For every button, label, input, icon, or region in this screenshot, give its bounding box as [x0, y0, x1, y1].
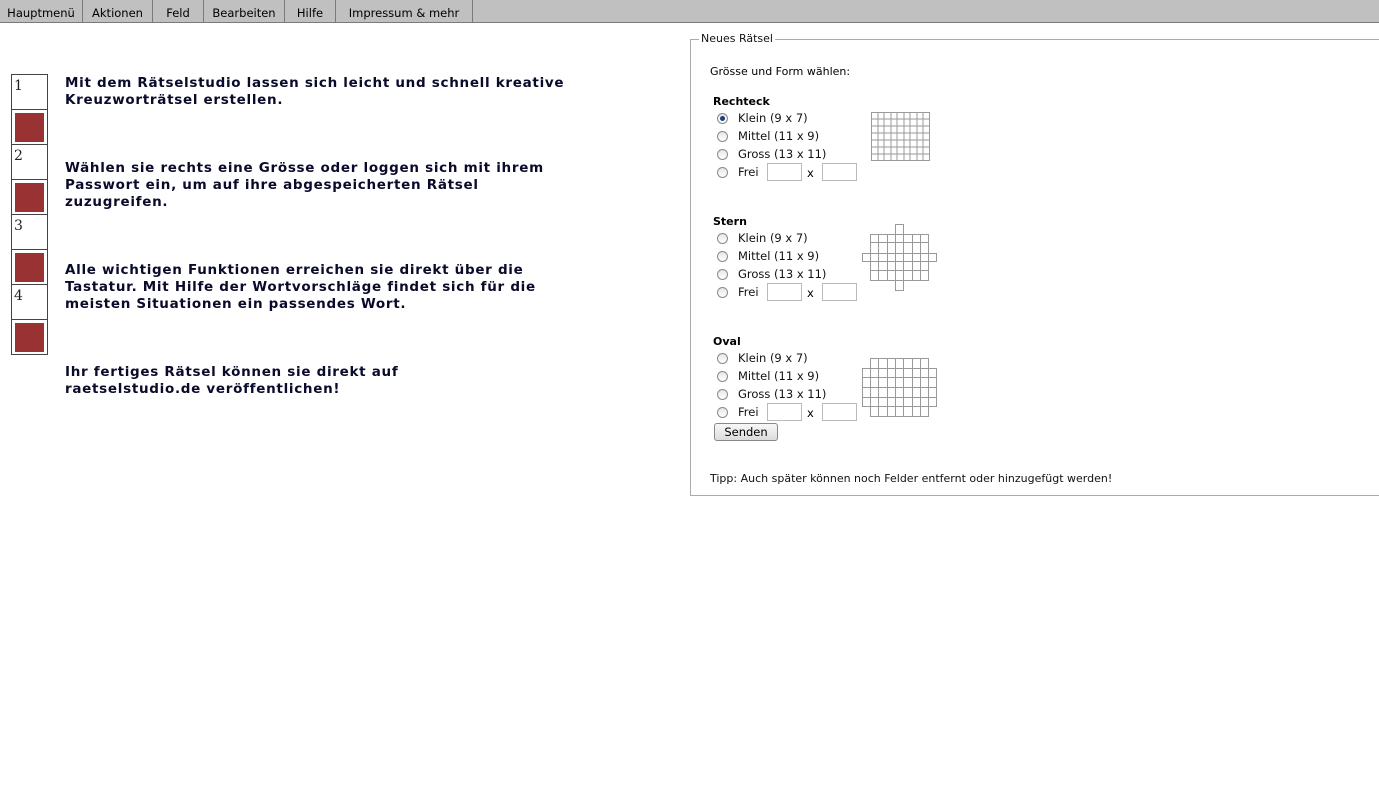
radio-button[interactable]: [717, 167, 728, 178]
step-column: [11, 74, 48, 355]
radio-button[interactable]: [717, 353, 728, 364]
blocked-cell: [11, 319, 48, 355]
radio-button[interactable]: [717, 269, 728, 280]
radio-button[interactable]: [717, 113, 728, 124]
times-symbol: x: [807, 166, 814, 180]
radio-button[interactable]: [717, 131, 728, 142]
blocked-cell: [11, 179, 48, 215]
fieldset-legend: Neues Rätsel: [701, 32, 773, 45]
rechteck-height-input[interactable]: [822, 163, 857, 181]
rechteck-width-input[interactable]: [767, 163, 802, 181]
menu-hilfe[interactable]: Hilfe: [285, 0, 336, 22]
step-number: 4: [14, 288, 23, 304]
menubar: [0, 0, 1379, 23]
intro-paragraph-1: Mit dem Rätselstudio lassen sich leicht und schnell kreative Kreuzworträtsel erstellen.: [65, 75, 565, 108]
radio-button[interactable]: [717, 371, 728, 382]
option-rechteck-gross[interactable]: Gross (13 x 11): [717, 146, 826, 162]
section-title-rechteck: Rechteck: [713, 95, 770, 108]
step-cell-3: [11, 214, 48, 250]
option-rechteck-klein[interactable]: Klein (9 x 7): [717, 110, 808, 126]
blocked-cell: [11, 109, 48, 145]
radio-button[interactable]: [717, 149, 728, 160]
tip-text: Tipp: Auch später können noch Felder entfernt oder hinzugefügt werden!: [710, 472, 1113, 485]
section-title-stern: Stern: [713, 215, 747, 228]
radio-button[interactable]: [717, 287, 728, 298]
times-symbol: x: [807, 406, 814, 420]
option-oval-frei[interactable]: Frei: [717, 404, 759, 420]
menu-feld[interactable]: Feld: [153, 0, 204, 22]
radio-button[interactable]: [717, 407, 728, 418]
menu-impressum[interactable]: Impressum & mehr: [336, 0, 473, 22]
menu-hauptmenue[interactable]: Hauptmenü: [0, 0, 83, 22]
step-number: 3: [14, 218, 23, 234]
intro-paragraph-2: Wählen sie rechts eine Grösse oder loggen sich mit ihrem Passwort ein, um auf ihre abgespeicherten Rätsel zuzugreifen.: [65, 160, 544, 210]
step-cell-1: [11, 74, 48, 110]
option-stern-mittel[interactable]: Mittel (11 x 9): [717, 248, 819, 264]
menu-bearbeiten[interactable]: Bearbeiten: [204, 0, 285, 22]
option-stern-gross[interactable]: Gross (13 x 11): [717, 266, 826, 282]
intro-paragraph-4: Ihr fertiges Rätsel können sie direkt auf raetselstudio.de veröffentlichen!: [65, 364, 399, 397]
option-oval-mittel[interactable]: Mittel (11 x 9): [717, 368, 819, 384]
oval-height-input[interactable]: [822, 403, 857, 421]
option-oval-gross[interactable]: Gross (13 x 11): [717, 386, 826, 402]
stern-height-input[interactable]: [822, 283, 857, 301]
option-rechteck-mittel[interactable]: Mittel (11 x 9): [717, 128, 819, 144]
oval-grid-preview-icon: [862, 358, 938, 418]
stern-width-input[interactable]: [767, 283, 802, 301]
step-number: 2: [14, 148, 23, 164]
section-title-oval: Oval: [713, 335, 741, 348]
radio-button[interactable]: [717, 389, 728, 400]
radio-button[interactable]: [717, 251, 728, 262]
rechteck-grid-preview-icon: [870, 111, 932, 163]
blocked-cell: [11, 249, 48, 285]
radio-button[interactable]: [717, 233, 728, 244]
oval-width-input[interactable]: [767, 403, 802, 421]
times-symbol: x: [807, 286, 814, 300]
option-oval-klein[interactable]: Klein (9 x 7): [717, 350, 808, 366]
option-stern-klein[interactable]: Klein (9 x 7): [717, 230, 808, 246]
size-shape-label: Grösse und Form wählen:: [710, 65, 851, 78]
step-cell-2: [11, 144, 48, 180]
step-number: 1: [14, 78, 23, 94]
step-cell-4: [11, 284, 48, 320]
intro-paragraph-3: Alle wichtigen Funktionen erreichen sie direkt über die Tastatur. Mit Hilfe der Wortvorschläge findet sich für die meisten Situationen ein passendes Wort.: [65, 262, 536, 312]
send-button[interactable]: Senden: [714, 423, 778, 441]
option-rechteck-frei[interactable]: Frei: [717, 164, 759, 180]
option-stern-frei[interactable]: Frei: [717, 284, 759, 300]
stern-grid-preview-icon: [862, 224, 938, 292]
menu-aktionen[interactable]: Aktionen: [83, 0, 153, 22]
